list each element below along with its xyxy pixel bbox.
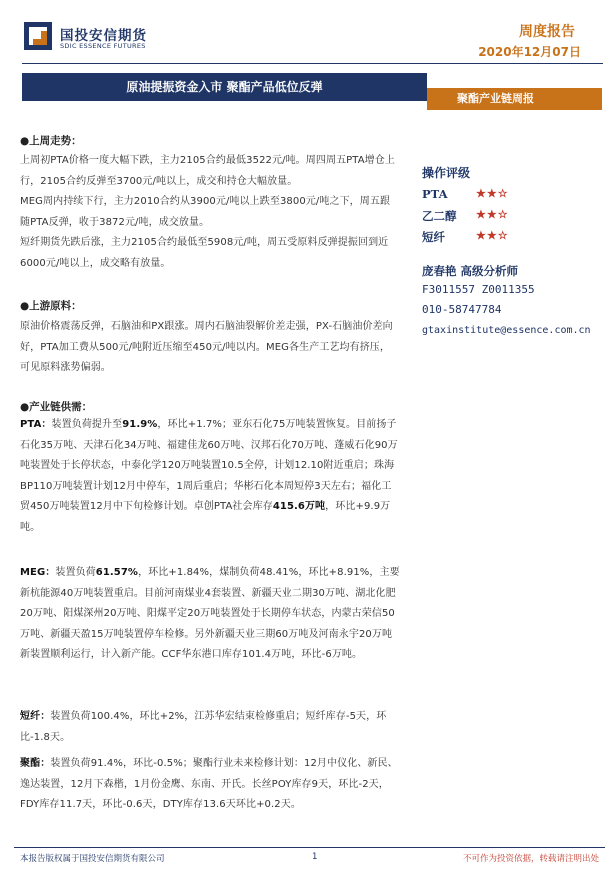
supply-pta-paragraph bbox=[20, 415, 400, 538]
footer-divider bbox=[14, 847, 605, 848]
rating-row-psf bbox=[422, 229, 509, 245]
pta-label: PTA： bbox=[20, 419, 52, 430]
report-type: 周度报告 bbox=[519, 24, 575, 40]
page-number: 1 bbox=[312, 852, 318, 862]
supply-psf-paragraph bbox=[20, 707, 400, 748]
analyst-phone: 010-58747784 bbox=[422, 303, 502, 316]
pta-inventory-value: 415.6万吨 bbox=[272, 501, 326, 512]
psf-label: 短纤： bbox=[20, 711, 51, 722]
weekly-trend-pta-paragraph: 上周初PTA价格一度大幅下跌，主力2105合约最低3522元/吨。周四周五PTA增仓上行，2105合约反弹至3700元/吨以上，成交和持仓大幅放量。 bbox=[20, 155, 395, 187]
supply-polyester-paragraph bbox=[20, 754, 400, 816]
header-divider bbox=[22, 63, 603, 64]
star-rating-icon: ★★☆ bbox=[476, 229, 509, 242]
footer-copyright: 本报告版权属于国投安信期货有限公司 bbox=[20, 854, 165, 864]
rating-name: 乙二醇 bbox=[422, 209, 457, 223]
pta-text-c: ，环比+1.7%；亚东石化75万吨装置恢复。目前扬子石化35万吨、天津石化34万吨、福建佳龙60万吨、汉邦石化70万吨、蓬威石化90万吨装置处于长停状态，中泰化学120万吨装置10.5全停，计划12.10附近重启；珠海BP110万吨装置计划12月中停车，1周后重启；华彬石化本周短停3天左右；福化工贸450万吨装置12月中下旬检修计划。卓创PTA社会库存 bbox=[20, 419, 398, 512]
star-rating-icon: ★★☆ bbox=[476, 208, 509, 221]
meg-load-value: 61.57% bbox=[95, 567, 139, 578]
psf-text: 装置负荷100.4%，环比+2%，江苏华宏结束检修重启；短纤库存-5天，环比-1.8天。 bbox=[20, 711, 387, 743]
analyst-email[interactable]: gtaxinstitute@essence.com.cn bbox=[422, 325, 591, 336]
report-title: 原油提振资金入市 聚酯产品低位反弹 bbox=[22, 73, 427, 101]
section-heading-upstream: ●上游原料： bbox=[20, 300, 82, 312]
rating-title: 操作评级 bbox=[422, 166, 471, 180]
rating-name: 短纤 bbox=[422, 230, 445, 244]
meg-text-c: ，环比+1.84%，煤制负荷48.41%，环比+8.91%，主要新杭能源40万吨装置重启。目前河南煤业4套装置、新疆天业二期30万吨、湖北化肥20万吨、阳煤深州20万吨、阳煤平定20万吨装置处于长期停车状态，内蒙古荣信50万吨、新疆天盈15万吨装置停车检修。另外新疆天业三期60万吨及河南永宇20万吨新装置顺利运行，计入新产能。CCF华东港口库存101.4万吨，环比-6万吨。 bbox=[20, 567, 400, 660]
logo-chinese-name: 国投安信期货 bbox=[60, 28, 147, 44]
weekly-trend-meg-paragraph: MEG周内持续下行，主力2010合约从3900元/吨以上跌至3800元/吨之下，周五跟随PTA反弹，收于3872元/吨，成交放量。 bbox=[20, 196, 391, 228]
rating-name: PTA bbox=[422, 187, 448, 201]
rating-row-pta bbox=[422, 187, 509, 201]
polyester-text: 装置负荷91.4%，环比-0.5%；聚酯行业未来检修计划：12月中仪化、新民、逸达装置，12月下森楷，1月份金鹰、东南、开氏。长丝POY库存9天，环比-2天，FDY库存11.7天，环比-0.6天，DTY库存13.6天环比+0.2天。 bbox=[20, 758, 398, 810]
report-date: 2020年12月07日 bbox=[478, 45, 581, 59]
logo-english-name: SDIC ESSENCE FUTURES bbox=[60, 42, 146, 50]
company-logo-icon bbox=[24, 22, 52, 50]
section-heading-supply-demand: ●产业链供需： bbox=[20, 401, 93, 413]
company-logo bbox=[24, 22, 204, 54]
pta-text-a: 装置负荷提升至 bbox=[51, 419, 123, 430]
upstream-paragraph: 原油价格震荡反弹，石脑油和PX跟涨。周内石脑油裂解价差走强，PX-石脑油价差向好，PTA加工费从500元/吨附近压缩至450元/吨以内。MEG各生产工艺均有挤压，可见原料涨势偏弱。 bbox=[20, 321, 393, 373]
report-category: 聚酯产业链周报 bbox=[427, 88, 602, 110]
star-rating-icon: ★★☆ bbox=[476, 187, 509, 200]
section-heading-weekly-trend: ●上周走势： bbox=[20, 135, 82, 147]
footer-disclaimer: 不可作为投资依据，转载请注明出处 bbox=[462, 854, 599, 864]
meg-label: MEG： bbox=[20, 567, 56, 578]
meg-text-a: 装置负荷 bbox=[55, 567, 96, 578]
pta-load-value: 91.9% bbox=[122, 419, 158, 430]
pta-text-e: ，环比+9.9万吨。 bbox=[20, 501, 391, 533]
supply-meg-paragraph bbox=[20, 563, 400, 666]
polyester-label: 聚酯： bbox=[20, 758, 51, 769]
analyst-license: F3011557 Z0011355 bbox=[422, 283, 535, 296]
analyst-name: 庞春艳 高级分析师 bbox=[422, 264, 519, 278]
rating-row-meg bbox=[422, 208, 509, 224]
weekly-trend-psf-paragraph: 短纤期货先跌后涨，主力2105合约最低至5908元/吨，周五受原料反弹提振回到近6000元/吨以上，成交略有放量。 bbox=[20, 237, 389, 269]
